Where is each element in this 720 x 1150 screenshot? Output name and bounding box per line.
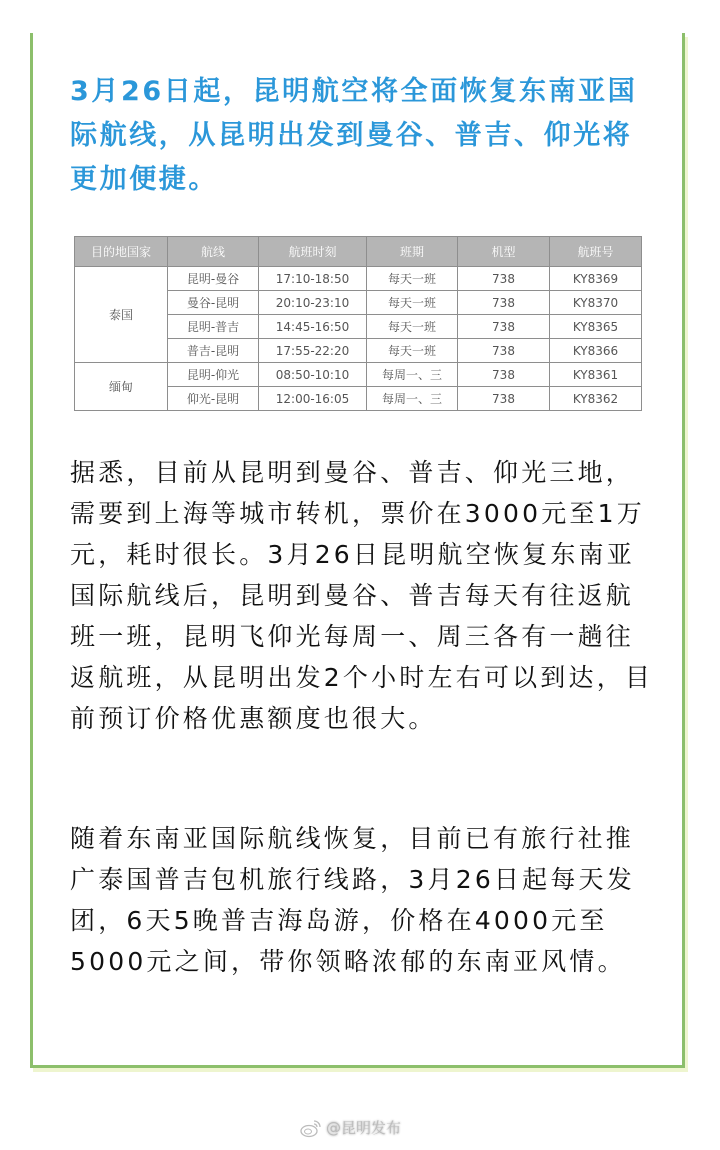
paragraph-1: 据悉，目前从昆明到曼谷、普吉、仰光三地，需要到上海等城市转机，票价在3000元至1万元，耗时很长。3月26日昆明航空恢复东南亚国际航线后，昆明到曼谷、普吉每天有往返航班一班，昆明飞仰光每周一、周三各有一趟往返航班，从昆明出发2个小时左右可以到达，目前预订价格优惠额度也很大。: [70, 458, 654, 733]
time-cell: 17:55-22:20: [259, 339, 367, 363]
route-cell: 仰光-昆明: [168, 387, 259, 411]
time-cell: 14:45-16:50: [259, 315, 367, 339]
flight-no-cell: KY8362: [550, 387, 642, 411]
flight-no-cell: KY8370: [550, 291, 642, 315]
weibo-icon: [300, 1118, 322, 1138]
country-cell: 缅甸: [75, 363, 168, 411]
time-cell: 20:10-23:10: [259, 291, 367, 315]
route-cell: 普吉-昆明: [168, 339, 259, 363]
header-schedule: 班期: [367, 237, 458, 267]
flight-no-cell: KY8369: [550, 267, 642, 291]
watermark: [300, 1117, 401, 1138]
country-cell: 泰国: [75, 267, 168, 363]
aircraft-cell: 738: [458, 363, 550, 387]
route-cell: 昆明-曼谷: [168, 267, 259, 291]
aircraft-cell: 738: [458, 315, 550, 339]
schedule-cell: 每天一班: [367, 339, 458, 363]
schedule-cell: 每天一班: [367, 291, 458, 315]
aircraft-cell: 738: [458, 387, 550, 411]
route-cell: 昆明-仰光: [168, 363, 259, 387]
table-row: [75, 363, 642, 387]
flight-no-cell: KY8365: [550, 315, 642, 339]
paragraph-2: 随着东南亚国际航线恢复，目前已有旅行社推广泰国普吉包机旅行线路，3月26日起每天发团，6天5晚普吉海岛游，价格在4000元至5000元之间，带你领略浓郁的东南亚风情。: [70, 824, 635, 976]
table-header-row: [75, 237, 642, 267]
schedule-cell: 每天一班: [367, 315, 458, 339]
header-flight-no: 航班号: [550, 237, 642, 267]
time-cell: 17:10-18:50: [259, 267, 367, 291]
time-cell: 08:50-10:10: [259, 363, 367, 387]
schedule-cell: 每周一、三: [367, 363, 458, 387]
time-cell: 12:00-16:05: [259, 387, 367, 411]
table-row: [75, 267, 642, 291]
flight-no-cell: KY8361: [550, 363, 642, 387]
flight-schedule-table: [74, 236, 642, 411]
header-country: 目的地国家: [75, 237, 168, 267]
flight-no-cell: KY8366: [550, 339, 642, 363]
headline: 3月26日起，昆明航空将全面恢复东南亚国际航线，从昆明出发到曼谷、普吉、仰光将更加便捷。: [70, 76, 638, 195]
route-cell: 昆明-普吉: [168, 315, 259, 339]
route-cell: 曼谷-昆明: [168, 291, 259, 315]
aircraft-cell: 738: [458, 267, 550, 291]
header-route: 航线: [168, 237, 259, 267]
header-time: 航班时刻: [259, 237, 367, 267]
schedule-cell: 每周一、三: [367, 387, 458, 411]
aircraft-cell: 738: [458, 291, 550, 315]
watermark-text: @昆明发布: [326, 1119, 402, 1137]
schedule-cell: 每天一班: [367, 267, 458, 291]
header-aircraft: 机型: [458, 237, 550, 267]
aircraft-cell: 738: [458, 339, 550, 363]
